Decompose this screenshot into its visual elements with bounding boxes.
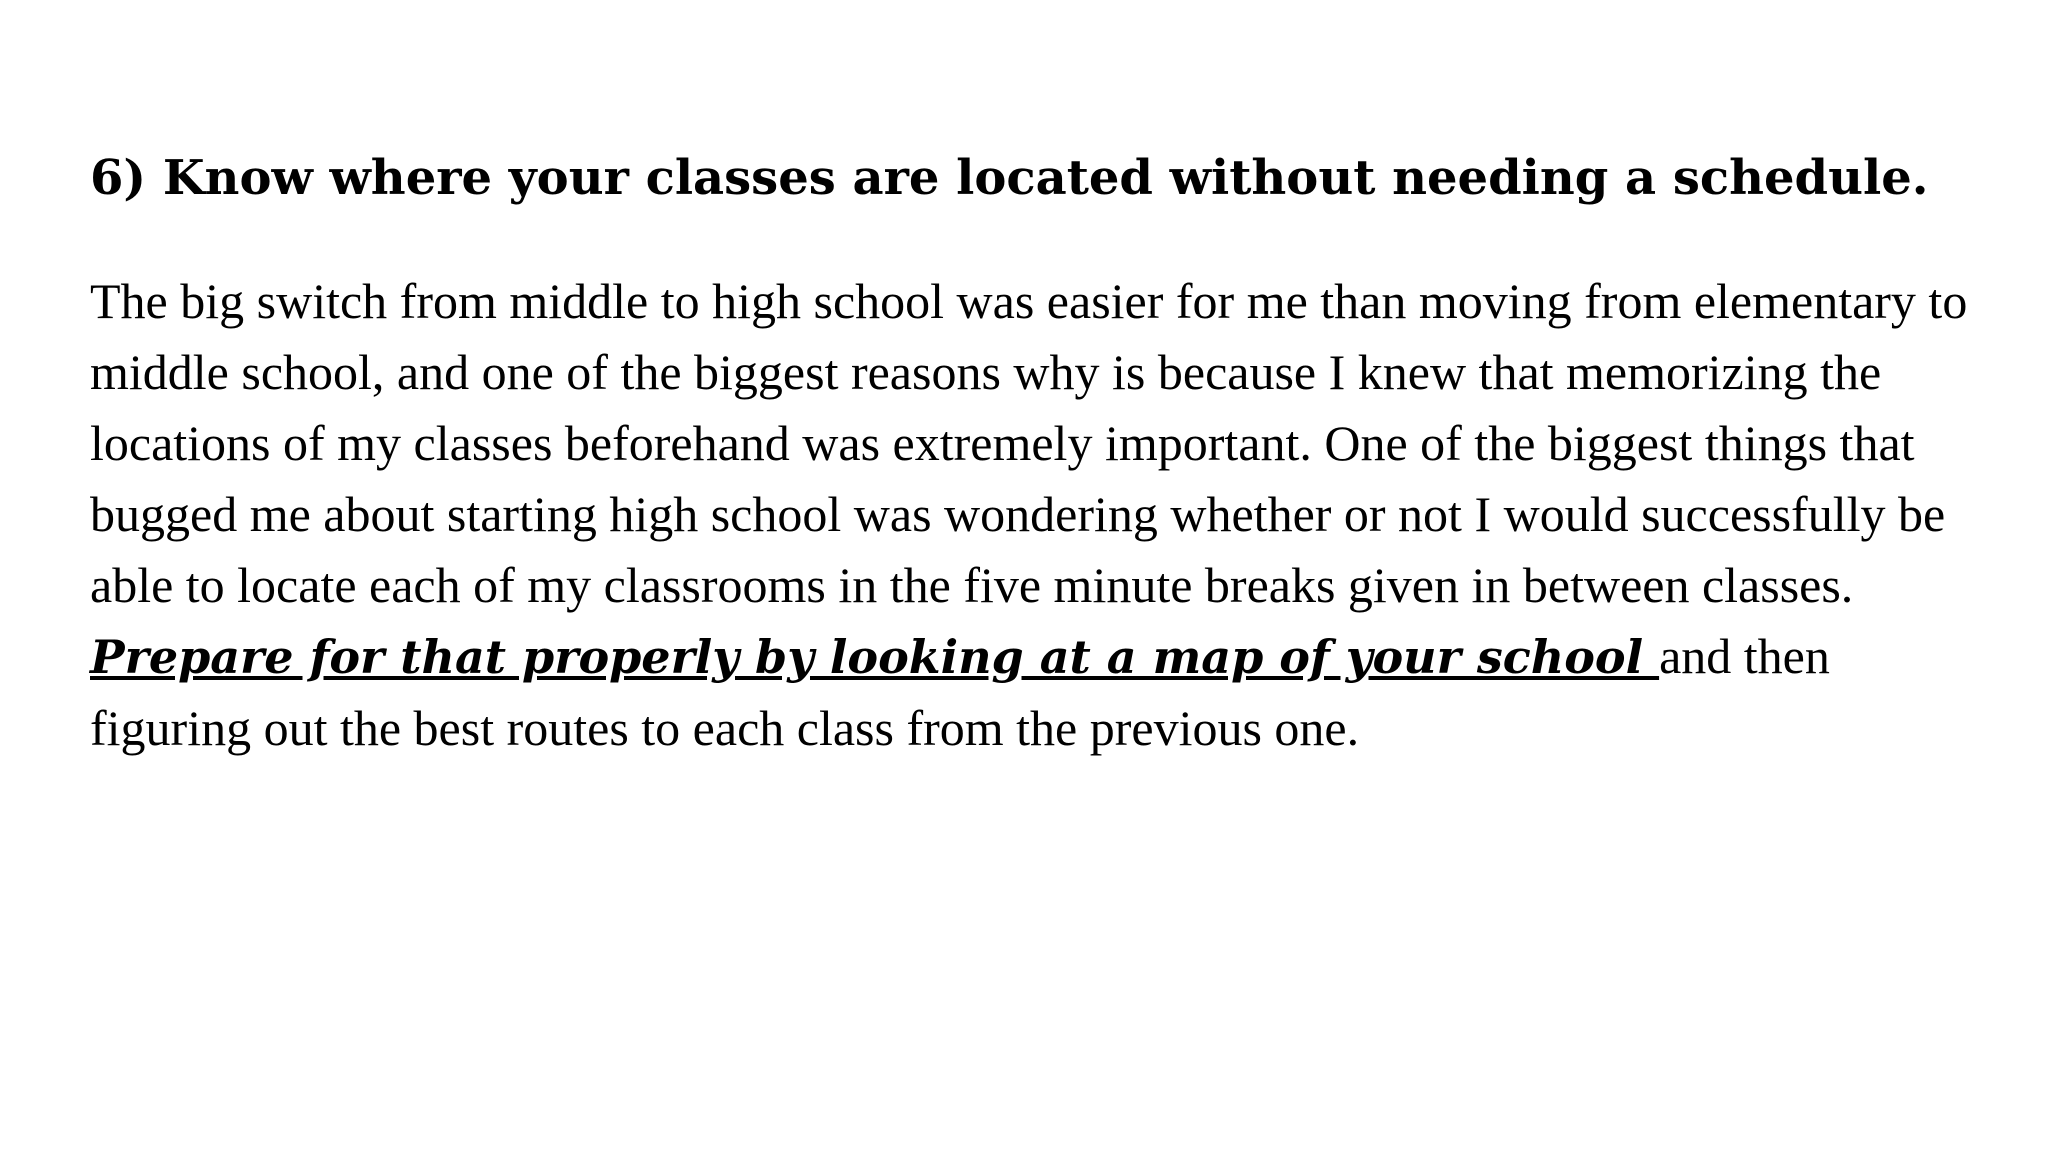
paragraph-text-before: The big switch from middle to high school was easier for me than moving from elementary to middle school, and one of the biggest reasons why is because I knew that memorizing the locations of my classes beforehand was extremely important. One of the biggest things that bugged me about starting high school was wondering whether or not I would successfully be able to locate each of my classrooms in the five minute breaks given in between classes. [90,273,1968,613]
slide-content [90,138,1990,764]
body-paragraph [90,266,1990,764]
emphasized-tip: Prepare for that properly by looking at a map of your school [90,630,1660,684]
section-heading: 6) Know where your classes are located without needing a schedule. [90,150,1929,206]
paragraph-text-after: and then figuring out the best routes to each class from the previous one. [90,628,1830,756]
